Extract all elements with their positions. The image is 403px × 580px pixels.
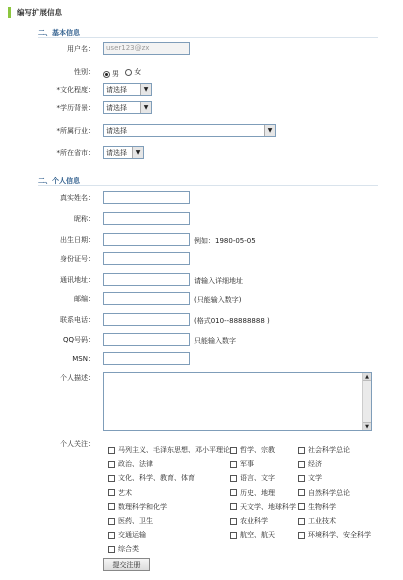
birthday-label: 出生日期： [60,236,95,244]
address-label: 通讯地址： [60,276,95,284]
checkbox-icon [298,489,305,496]
chevron-down-icon: ▼ [140,84,151,95]
description-label: 个人描述： [60,374,95,382]
chevron-down-icon: ▼ [132,147,143,158]
interest-label: 军事 [240,460,254,469]
submit-button[interactable]: 提交注册 [103,558,150,571]
education-select[interactable]: 请选择 ▼ [103,83,152,96]
address-hint: 请输入详细地址 [194,277,243,285]
interest-checkbox[interactable] [108,502,167,512]
region-select[interactable]: 请选择 ▼ [103,146,144,159]
checkbox-icon [108,489,115,496]
interest-checkbox[interactable] [298,502,336,512]
checkbox-icon [298,532,305,539]
zipcode-row [0,292,403,308]
phone-label: 联系电话： [60,316,95,324]
industry-row [0,124,403,140]
realname-field[interactable] [103,191,190,204]
birthday-field[interactable] [103,233,190,246]
qq-row [0,333,403,349]
checkbox-icon [298,518,305,525]
interest-checkbox[interactable] [108,530,146,540]
gender-radio-male[interactable]: 男 [103,69,119,79]
education-label: *文化程度： [56,86,95,94]
checkbox-icon [230,475,237,482]
interest-label: 综合类 [118,545,139,554]
education-row [0,83,403,99]
header-accent-bar [8,7,11,18]
birthday-row [0,233,403,249]
interest-checkbox[interactable] [230,516,268,526]
zipcode-hint: (只能输入数字) [194,296,242,304]
interest-label: 航空、航天 [240,531,275,540]
chevron-down-icon: ▼ [140,102,151,113]
industry-select[interactable]: 请选择 ▼ [103,124,276,137]
checkbox-icon [230,489,237,496]
scroll-up-icon[interactable]: ▲ [363,373,371,381]
radio-dot-icon [103,71,110,78]
address-row [0,273,403,289]
interest-label: 农业科学 [240,517,268,525]
interest-label: 文学 [308,474,322,483]
idcard-field[interactable] [103,252,190,265]
checkbox-icon [108,447,115,454]
checkbox-icon [230,503,237,510]
interest-label: 数理科学和化学 [118,502,167,511]
interest-label: 文化、科学、教育、体育 [118,474,195,483]
interest-label: 艺术 [118,488,132,497]
phone-field[interactable] [103,313,190,326]
checkbox-icon [108,461,115,468]
phone-row [0,313,403,329]
phone-hint: (格式010--88888888 ) [194,317,270,325]
interest-checkbox[interactable] [108,473,195,483]
qq-label: QQ号码： [62,336,95,344]
qq-field[interactable] [103,333,190,346]
interest-checkbox[interactable] [230,502,296,512]
interest-label: 医药、卫生 [118,517,153,525]
page-header [8,6,62,18]
interest-checkbox[interactable] [298,473,322,483]
interest-label: 生物科学 [308,502,336,511]
checkbox-icon [108,546,115,553]
interest-checkbox[interactable] [108,445,230,455]
interest-checkbox[interactable] [108,516,153,526]
interest-label: 社会科学总论 [308,446,350,454]
msn-row [0,352,403,368]
interest-checkbox[interactable] [108,544,139,554]
interest-checkbox[interactable] [108,488,132,498]
degree-label: *学历背景： [56,104,95,112]
interest-checkbox[interactable] [230,473,275,483]
region-row [0,146,403,162]
interest-checkbox[interactable] [230,459,254,469]
interest-label: 交通运输 [118,531,146,540]
interests-label: 个人关注： [60,440,95,448]
interest-checkbox[interactable] [298,488,350,498]
degree-row [0,101,403,117]
checkbox-icon [298,475,305,482]
radio-dot-icon [125,69,132,76]
realname-label: 真实姓名： [60,194,95,202]
zipcode-label: 邮编： [74,295,95,303]
qq-hint: 只能输入数字 [194,337,236,345]
interest-checkbox[interactable] [298,516,336,526]
interest-checkbox[interactable] [298,530,371,540]
interest-label: 哲学、宗教 [240,446,275,454]
page-title: 编写扩展信息 [17,7,62,17]
gender-label: 性别： [74,68,95,76]
checkbox-icon [298,461,305,468]
scroll-down-icon[interactable]: ▼ [363,422,371,430]
birthday-hint: 例如：1980-05-05 [194,237,256,245]
chevron-down-icon: ▼ [264,125,275,136]
checkbox-icon [298,447,305,454]
region-label: *所在省市： [56,149,95,157]
section-personal-title: 二、个人信息 [38,176,378,186]
interest-checkbox[interactable] [298,445,350,455]
interest-checkbox[interactable] [108,459,153,469]
scrollbar[interactable] [362,373,371,430]
checkbox-icon [108,503,115,510]
interest-label: 自然科学总论 [308,488,350,497]
idcard-label: 身份证号： [60,255,95,263]
checkbox-icon [230,518,237,525]
realname-row [0,191,403,207]
section-basic-title: 二、基本信息 [38,28,378,38]
msn-field[interactable] [103,352,190,365]
checkbox-icon [108,532,115,539]
username-label: 用户名： [67,45,95,53]
interest-label: 环境科学、安全科学 [308,531,371,540]
interest-checkbox[interactable] [298,459,322,469]
checkbox-icon [298,503,305,510]
gender-row [0,65,403,81]
checkbox-icon [108,518,115,525]
msn-label: MSN： [72,355,95,363]
interest-label: 历史、地理 [240,488,275,497]
username-row [0,42,403,58]
description-textarea[interactable] [103,372,372,431]
gender-radio-female[interactable]: 女 [125,67,141,77]
zipcode-field[interactable] [103,292,190,305]
address-field[interactable] [103,273,190,286]
interest-label: 天文学、地球科学 [240,502,296,511]
interest-checkbox[interactable] [230,530,275,540]
nickname-label: 昵称： [74,215,95,223]
checkbox-icon [230,532,237,539]
nickname-row [0,212,403,228]
degree-select[interactable]: 请选择 ▼ [103,101,152,114]
interest-label: 语言、文字 [240,474,275,483]
idcard-row [0,252,403,268]
interest-label: 政治、法律 [118,460,153,469]
checkbox-icon [230,447,237,454]
interest-label: 经济 [308,460,322,469]
interest-label: 马列主义、毛泽东思想、邓小平理论 [118,446,230,454]
industry-label: *所属行业： [56,127,95,135]
checkbox-icon [108,475,115,482]
nickname-field[interactable] [103,212,190,225]
interest-checkbox[interactable] [230,488,275,498]
username-field[interactable]: user123@zx [103,42,190,55]
interest-checkbox[interactable] [230,445,275,455]
interest-label: 工业技术 [308,517,336,525]
checkbox-icon [230,461,237,468]
